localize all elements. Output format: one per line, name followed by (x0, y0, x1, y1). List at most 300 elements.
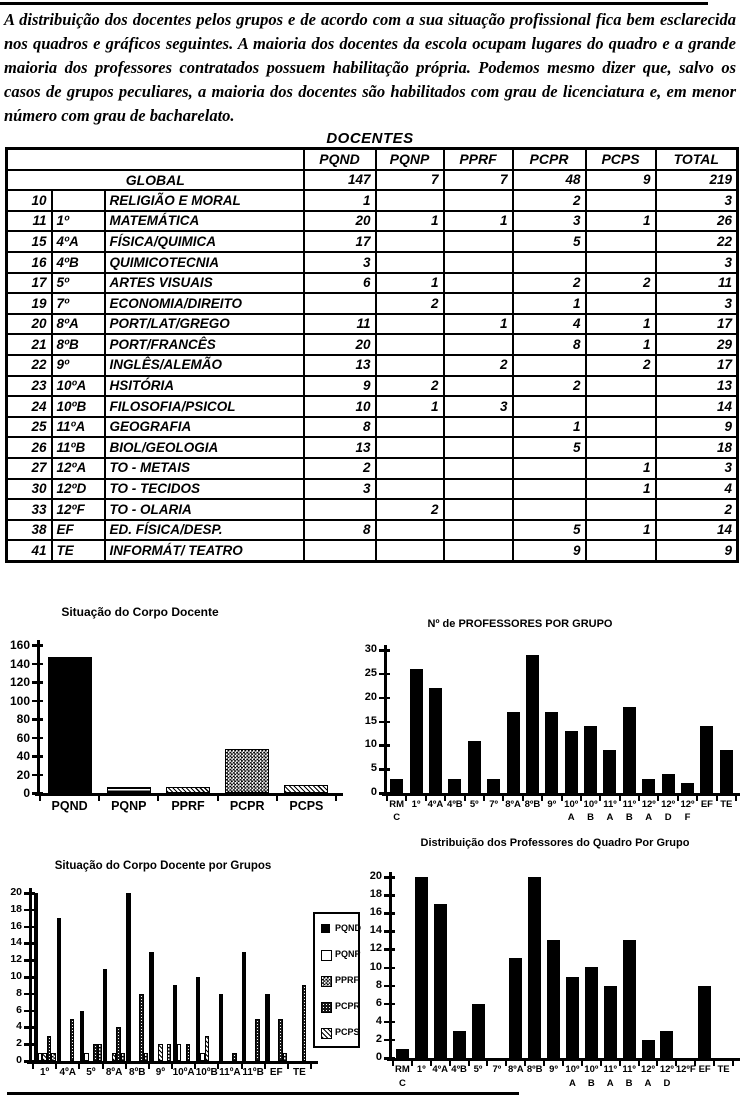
bar (642, 779, 655, 793)
bar (265, 994, 269, 1061)
row-group: 4ºA (52, 231, 105, 252)
row-value: 2 (513, 190, 586, 211)
row-value: 1 (376, 211, 444, 232)
row-group: 4ºB (52, 252, 105, 273)
y-tick-label: 18 (10, 902, 22, 915)
column-header: PQNP (376, 149, 444, 170)
bar (34, 893, 38, 1061)
row-value: 3 (304, 479, 376, 500)
category-label: 11ºB (242, 1067, 264, 1078)
category-label-line2: A (606, 812, 614, 823)
y-tick-label: 10 (369, 960, 382, 973)
legend-swatch (321, 976, 332, 987)
row-name: ARTES VISUAIS (105, 273, 304, 294)
bar (149, 952, 153, 1061)
y-tick (32, 663, 43, 666)
legend-swatch (321, 924, 330, 933)
row-value: 9 (656, 540, 738, 561)
category-label: 12º (641, 799, 656, 810)
column-header: PQND (304, 149, 376, 170)
global-value: 7 (376, 170, 444, 191)
row-value (513, 479, 586, 500)
bar (623, 707, 636, 793)
bar (410, 669, 423, 793)
row-value: 3 (656, 458, 738, 479)
bar (526, 655, 539, 793)
row-code: 24 (7, 396, 52, 417)
row-name: ECONOMIA/DIREITO (105, 293, 304, 314)
bar (528, 877, 541, 1058)
category-label-line2: A (645, 812, 653, 823)
category-label-line2: B (587, 812, 594, 823)
row-value (444, 479, 513, 500)
row-value: 13 (304, 355, 376, 376)
row-value: 13 (304, 437, 376, 458)
bar (468, 741, 481, 793)
y-tick (32, 681, 43, 684)
row-group: 12ºD (52, 479, 105, 500)
bar (126, 893, 130, 1061)
category-label: 12ºF (675, 1064, 696, 1075)
legend-label: PCPS (335, 1027, 360, 1037)
global-value: 219 (656, 170, 738, 191)
row-value: 9 (304, 376, 376, 397)
bar (509, 958, 522, 1058)
category-label: 5º (86, 1067, 96, 1078)
row-value (376, 334, 444, 355)
row-code: 11 (7, 211, 52, 232)
row-value: 11 (656, 273, 738, 294)
chart-title: Nº de PROFESSORES POR GRUPO (427, 618, 613, 630)
row-value: 2 (376, 293, 444, 314)
row-value: 20 (304, 211, 376, 232)
bar (158, 1044, 162, 1061)
row-name: TO - OLARIA (105, 499, 304, 520)
category-label: 4ºA (59, 1067, 76, 1078)
bottom-rule (7, 1092, 519, 1095)
y-tick (384, 930, 395, 933)
row-value (444, 293, 513, 314)
row-code: 10 (7, 190, 52, 211)
table-row (7, 437, 738, 458)
row-code: 41 (7, 540, 52, 561)
chart-situacao-por-grupos (0, 855, 362, 1099)
y-tick-label: 60 (16, 730, 30, 745)
row-value (444, 231, 513, 252)
y-tick-label: 80 (16, 712, 30, 726)
row-value (376, 520, 444, 541)
row-name: INFORMÁT/ TEATRO (105, 540, 304, 561)
row-name: FÍSICA/QUIMICA (105, 231, 304, 252)
row-value (513, 458, 586, 479)
y-tick (379, 744, 390, 747)
row-name: HSITÓRIA (105, 376, 304, 397)
bar (144, 1053, 148, 1061)
y-tick-label: 0 (16, 1054, 22, 1066)
bar (660, 1031, 673, 1058)
category-label-line2: B (625, 812, 633, 823)
category-label: 9º (155, 1067, 166, 1078)
table-row (7, 520, 738, 541)
row-value: 1 (376, 273, 444, 294)
y-tick-label: 0 (23, 786, 30, 800)
header-spacer-cell (7, 149, 304, 170)
row-value (376, 417, 444, 438)
row-group: 1º (52, 211, 105, 232)
bar (396, 1049, 409, 1058)
bar (603, 750, 616, 793)
row-value (304, 293, 376, 314)
y-tick (379, 768, 390, 771)
bar (225, 749, 269, 793)
bar (70, 1019, 74, 1061)
chart-professores-por-grupo (360, 618, 740, 832)
bar (48, 657, 92, 793)
global-value: 7 (444, 170, 513, 191)
row-value: 1 (586, 334, 656, 355)
category-label: 9º (549, 1064, 558, 1075)
category-label: 1º (416, 1064, 426, 1075)
row-group: TE (52, 540, 105, 561)
table-row (7, 458, 738, 479)
row-value: 3 (656, 252, 738, 273)
y-tick-label: 20 (10, 886, 22, 898)
y-tick (379, 697, 390, 700)
row-value (586, 540, 656, 561)
row-value: 1 (586, 314, 656, 335)
bar (177, 1044, 181, 1061)
row-value: 13 (656, 376, 738, 397)
global-label: GLOBAL (7, 170, 304, 191)
y-tick (384, 1021, 395, 1024)
table-global-row (7, 170, 738, 191)
row-value: 1 (513, 417, 586, 438)
category-label: TE (293, 1067, 306, 1078)
column-header: PCPS (586, 149, 656, 170)
row-value (444, 520, 513, 541)
row-value: 3 (656, 190, 738, 211)
row-name: TO - METAIS (105, 458, 304, 479)
row-value: 3 (444, 396, 513, 417)
table-row (7, 540, 738, 561)
y-tick-label: 2 (16, 1037, 22, 1050)
row-group: 8ºB (52, 334, 105, 355)
row-value: 5 (513, 231, 586, 252)
bar (284, 785, 328, 793)
row-group: 10ºA (52, 376, 105, 397)
row-value (376, 479, 444, 500)
row-value: 2 (444, 355, 513, 376)
column-header: PPRF (444, 149, 513, 170)
y-tick-label: 10 (364, 738, 377, 751)
row-value: 4 (656, 479, 738, 500)
category-label: 10º (584, 1064, 599, 1075)
category-label: EF (269, 1067, 283, 1078)
row-value: 2 (513, 376, 586, 397)
row-value: 9 (656, 417, 738, 438)
row-value (376, 314, 444, 335)
row-value (376, 252, 444, 273)
row-value: 1 (586, 458, 656, 479)
bar (472, 1004, 485, 1058)
bar (196, 977, 200, 1061)
category-label: EF (700, 799, 713, 810)
row-value: 9 (513, 540, 586, 561)
row-group: 12ºF (52, 499, 105, 520)
bar (205, 1036, 209, 1061)
category-label-line2: B (625, 1078, 633, 1089)
row-value (586, 499, 656, 520)
bar (121, 1053, 125, 1061)
y-tick-label: 10 (10, 970, 22, 982)
row-name: PORT/FRANCÊS (105, 334, 304, 355)
row-code: 21 (7, 334, 52, 355)
category-label: 8ºB (526, 1064, 543, 1075)
bar (584, 726, 597, 793)
row-value: 5 (513, 520, 586, 541)
x-axis (35, 793, 343, 796)
y-tick-label: 12 (369, 942, 382, 955)
category-label: 12º (680, 799, 695, 810)
bar (642, 1040, 655, 1058)
bar (139, 994, 143, 1061)
y-tick-label: 0 (375, 1051, 382, 1063)
bar (623, 940, 636, 1058)
category-label: 12º (640, 1064, 655, 1075)
row-value: 1 (304, 190, 376, 211)
category-label: PQNP (111, 799, 147, 813)
table-row (7, 417, 738, 438)
category-label-line2: A (606, 1078, 614, 1089)
table-row (7, 190, 738, 211)
row-code: 20 (7, 314, 52, 335)
top-rule (0, 2, 708, 5)
row-code: 17 (7, 273, 52, 294)
table-row (7, 499, 738, 520)
y-tick (32, 644, 43, 647)
y-tick-label: 18 (369, 888, 382, 901)
row-value: 1 (444, 314, 513, 335)
bar (698, 986, 711, 1058)
table-header-row (7, 149, 738, 170)
row-value (513, 252, 586, 273)
legend-entry (321, 949, 359, 961)
table-title: DOCENTES (326, 130, 414, 147)
y-tick (384, 967, 395, 970)
row-name: ED. FÍSICA/DESP. (105, 520, 304, 541)
bar (585, 967, 598, 1058)
chart-quadro-por-grupo (360, 833, 740, 1099)
y-tick (384, 894, 395, 897)
table-row (7, 314, 738, 335)
y-tick (379, 721, 390, 724)
table-row (7, 355, 738, 376)
row-value (586, 417, 656, 438)
y-tick (32, 755, 43, 758)
column-header: TOTAL (656, 149, 738, 170)
chart-situacao-corpo-docente (0, 600, 356, 835)
category-label: 12º (661, 799, 676, 810)
row-group: 8ºA (52, 314, 105, 335)
global-value: 9 (586, 170, 656, 191)
bar (166, 787, 210, 793)
y-tick-label: 20 (364, 690, 377, 703)
category-label: 8ºA (105, 1067, 123, 1078)
row-value: 2 (376, 499, 444, 520)
row-value (586, 376, 656, 397)
y-tick-label: 140 (9, 656, 30, 671)
category-label: 10º (564, 799, 579, 810)
bar (219, 994, 223, 1061)
category-label: 5º (473, 1064, 483, 1075)
category-label: 7º (489, 799, 498, 810)
bar (302, 985, 306, 1061)
category-label: PPRF (171, 799, 205, 813)
y-tick (379, 649, 390, 652)
category-label-line2: C (399, 1078, 406, 1089)
row-value: 2 (656, 499, 738, 520)
category-label: TE (717, 1064, 730, 1075)
row-value: 11 (304, 314, 376, 335)
row-name: FILOSOFIA/PSICOL (105, 396, 304, 417)
bar (487, 779, 500, 793)
table-row (7, 231, 738, 252)
y-tick-label: 2 (375, 1032, 382, 1045)
row-value: 29 (656, 334, 738, 355)
row-value (444, 417, 513, 438)
table-row (7, 252, 738, 273)
y-tick-label: 15 (364, 714, 377, 727)
category-label-line2: D (663, 1078, 671, 1089)
chart-title: Situação do Corpo Docente (61, 605, 219, 619)
bar (429, 688, 442, 793)
category-label: PCPS (289, 799, 324, 813)
category-label: 1º (39, 1067, 50, 1078)
y-tick-label: 100 (9, 693, 30, 708)
category-label: 10º (565, 1064, 580, 1075)
bar (255, 1019, 259, 1061)
row-name: PORT/LAT/GREGO (105, 314, 304, 335)
category-label: 11ºA (219, 1067, 241, 1078)
category-label: 4ºB (451, 1064, 467, 1075)
category-label: 4ºB (447, 799, 463, 810)
row-value (376, 458, 444, 479)
row-group (52, 190, 105, 211)
category-label: EF (698, 1064, 711, 1075)
row-value (376, 540, 444, 561)
row-group: 7º (52, 293, 105, 314)
bar (390, 779, 403, 793)
row-value: 3 (656, 293, 738, 314)
intro-paragraph: A distribuição dos docentes pelos grupos e de acordo com a sua situação profissional fica bem esclarecida nos quadros e gráficos seguintes. A maioria dos docentes da escola ocupam lugares do quadro e a grande maioria dos professores contratados possuem habilitação própria. Podemos mesmo dizer que, salvo os casos de grupos peculiares, a maioria dos docentes são habilitados com grau de licenciatura e, em menor número com grau de bacharelato. (4, 10, 736, 125)
category-label: 9º (547, 799, 557, 810)
legend-entry (321, 1027, 359, 1039)
bar (51, 1053, 55, 1061)
bar (453, 1031, 466, 1058)
row-value: 1 (444, 211, 513, 232)
category-label: 8ºA (507, 1064, 524, 1075)
row-value (444, 252, 513, 273)
row-value: 22 (656, 231, 738, 252)
row-value (304, 540, 376, 561)
category-label-line2: D (664, 812, 672, 823)
row-code: 16 (7, 252, 52, 273)
bar (604, 986, 617, 1058)
legend-label: PQND (335, 923, 362, 933)
table-row (7, 376, 738, 397)
row-value (444, 458, 513, 479)
y-tick (384, 985, 395, 988)
bar (566, 977, 579, 1058)
bar (547, 940, 560, 1058)
row-value (513, 499, 586, 520)
table-row (7, 211, 738, 232)
row-value (586, 252, 656, 273)
row-value: 2 (586, 273, 656, 294)
y-tick (32, 718, 43, 721)
row-code: 25 (7, 417, 52, 438)
category-label: 10ºA (172, 1067, 195, 1078)
category-label: 5º (469, 799, 479, 810)
bar (434, 904, 447, 1058)
category-label-line2: B (587, 1078, 595, 1089)
category-label: 11º (622, 799, 637, 810)
category-label: 12º (659, 1064, 674, 1075)
row-value (586, 190, 656, 211)
row-group: EF (52, 520, 105, 541)
row-value: 5 (513, 437, 586, 458)
row-value: 4 (513, 314, 586, 335)
docentes-table (5, 147, 739, 563)
y-tick-label: 0 (370, 786, 377, 798)
row-group: 12ºA (52, 458, 105, 479)
row-value: 8 (304, 520, 376, 541)
row-value (444, 437, 513, 458)
row-value: 3 (304, 252, 376, 273)
global-value: 147 (304, 170, 376, 191)
bar (565, 731, 578, 793)
row-value (586, 437, 656, 458)
row-value: 1 (586, 479, 656, 500)
row-value (376, 437, 444, 458)
category-label: TE (720, 799, 733, 810)
y-tick-label: 25 (364, 666, 377, 679)
y-tick (384, 1003, 395, 1006)
row-value: 2 (304, 458, 376, 479)
row-group: 5º (52, 273, 105, 294)
row-code: 33 (7, 499, 52, 520)
legend-entry (321, 923, 362, 935)
row-code: 15 (7, 231, 52, 252)
table-row (7, 334, 738, 355)
row-value (513, 396, 586, 417)
y-tick-label: 6 (375, 996, 382, 1009)
category-label: 11º (603, 1064, 617, 1075)
category-label: 10º (583, 799, 598, 810)
row-value: 18 (656, 437, 738, 458)
row-code: 26 (7, 437, 52, 458)
row-value: 2 (376, 376, 444, 397)
bar (103, 969, 107, 1061)
bar (507, 712, 520, 793)
row-value (444, 376, 513, 397)
row-value (444, 334, 513, 355)
row-value: 1 (586, 211, 656, 232)
category-label-line2: F (684, 812, 691, 823)
row-value (376, 190, 444, 211)
category-label-line2: A (567, 812, 575, 823)
category-label-line2: C (393, 812, 401, 823)
